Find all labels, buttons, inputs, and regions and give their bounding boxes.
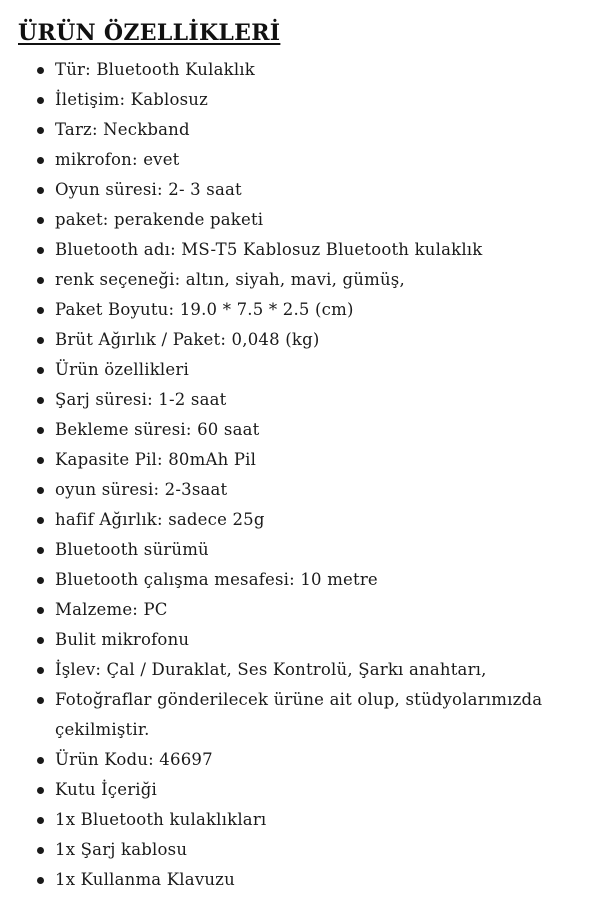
spec-item: [0, 865, 613, 895]
spec-item-text: oyun süresi: 2-3saat: [55, 480, 228, 499]
spec-item: [0, 235, 613, 265]
bullet-icon: [37, 367, 44, 374]
spec-item: [0, 505, 613, 535]
spec-item-text: Oyun süresi: 2- 3 saat: [55, 180, 242, 199]
bullet-icon: [37, 67, 44, 74]
spec-item-text: Bekleme süresi: 60 saat: [55, 420, 260, 439]
bullet-icon: [37, 817, 44, 824]
bullet-icon: [37, 847, 44, 854]
spec-item-text: Fotoğraflar gönderilecek ürüne ait olup, stüdyolarımızda çekilmiştir.: [55, 690, 543, 739]
spec-item: [0, 385, 613, 415]
bullet-icon: [37, 607, 44, 614]
spec-item-text: Tür: Bluetooth Kulaklık: [55, 60, 255, 79]
spec-item: [0, 805, 613, 835]
page-title: ÜRÜN ÖZELLİKLERİ: [18, 20, 281, 46]
spec-item-text: paket: perakende paketi: [55, 210, 264, 229]
spec-item-text: Bulit mikrofonu: [55, 630, 190, 649]
bullet-icon: [37, 577, 44, 584]
spec-item-text: 1x Bluetooth kulaklıkları: [55, 810, 267, 829]
spec-item: [0, 175, 613, 205]
bullet-icon: [37, 337, 44, 344]
spec-item: [0, 565, 613, 595]
bullet-icon: [37, 787, 44, 794]
spec-item-text: Ürün özellikleri: [55, 360, 189, 379]
bullet-icon: [37, 247, 44, 254]
spec-item: [0, 595, 613, 625]
bullet-icon: [37, 157, 44, 164]
spec-item: [0, 445, 613, 475]
bullet-icon: [37, 517, 44, 524]
spec-item-text: 1x Kullanma Klavuzu: [55, 870, 235, 889]
spec-item-text: Paket Boyutu: 19.0 * 7.5 * 2.5 (cm): [55, 300, 354, 319]
bullet-icon: [37, 217, 44, 224]
spec-list: [0, 55, 613, 895]
bullet-icon: [37, 187, 44, 194]
spec-item: [0, 745, 613, 775]
bullet-icon: [37, 97, 44, 104]
spec-item: [0, 295, 613, 325]
spec-item: [0, 55, 613, 85]
bullet-icon: [37, 637, 44, 644]
bullet-icon: [37, 127, 44, 134]
spec-item-text: 1x Şarj kablosu: [55, 840, 188, 859]
bullet-icon: [37, 427, 44, 434]
spec-item-text: Bluetooth adı: MS-T5 Kablosuz Bluetooth kulaklık: [55, 240, 483, 259]
spec-item-text: Ürün Kodu: 46697: [55, 750, 213, 769]
bullet-icon: [37, 277, 44, 284]
spec-item: [0, 535, 613, 565]
spec-item: [0, 775, 613, 805]
spec-item-text: Bluetooth çalışma mesafesi: 10 metre: [55, 570, 378, 589]
spec-item: [0, 685, 613, 745]
spec-item: [0, 475, 613, 505]
spec-item: [0, 355, 613, 385]
bullet-icon: [37, 697, 44, 704]
bullet-icon: [37, 397, 44, 404]
spec-item-text: Brüt Ağırlık / Paket: 0,048 (kg): [55, 330, 320, 349]
spec-item-text: Tarz: Neckband: [55, 120, 190, 139]
bullet-icon: [37, 487, 44, 494]
spec-item-text: İletişim: Kablosuz: [55, 90, 208, 109]
spec-item-text: Malzeme: PC: [55, 600, 168, 619]
bullet-icon: [37, 757, 44, 764]
spec-item-text: İşlev: Çal / Duraklat, Ses Kontrolü, Şarkı anahtarı,: [55, 660, 487, 679]
spec-item: [0, 655, 613, 685]
bullet-icon: [37, 457, 44, 464]
spec-item: [0, 415, 613, 445]
spec-item-text: Kutu İçeriği: [55, 780, 158, 799]
spec-item: [0, 115, 613, 145]
spec-item: [0, 265, 613, 295]
spec-item: [0, 835, 613, 865]
spec-item-text: mikrofon: evet: [55, 150, 180, 169]
spec-item-text: Şarj süresi: 1-2 saat: [55, 390, 227, 409]
spec-item: [0, 325, 613, 355]
bullet-icon: [37, 547, 44, 554]
spec-item: [0, 625, 613, 655]
spec-item-text: renk seçeneği: altın, siyah, mavi, gümüş,: [55, 270, 405, 289]
spec-item-text: Kapasite Pil: 80mAh Pil: [55, 450, 257, 469]
bullet-icon: [37, 877, 44, 884]
bullet-icon: [37, 667, 44, 674]
spec-item: [0, 85, 613, 115]
spec-item: [0, 145, 613, 175]
bullet-icon: [37, 307, 44, 314]
spec-item-text: Bluetooth sürümü: [55, 540, 209, 559]
spec-item: [0, 205, 613, 235]
spec-item-text: hafif Ağırlık: sadece 25g: [55, 510, 265, 529]
